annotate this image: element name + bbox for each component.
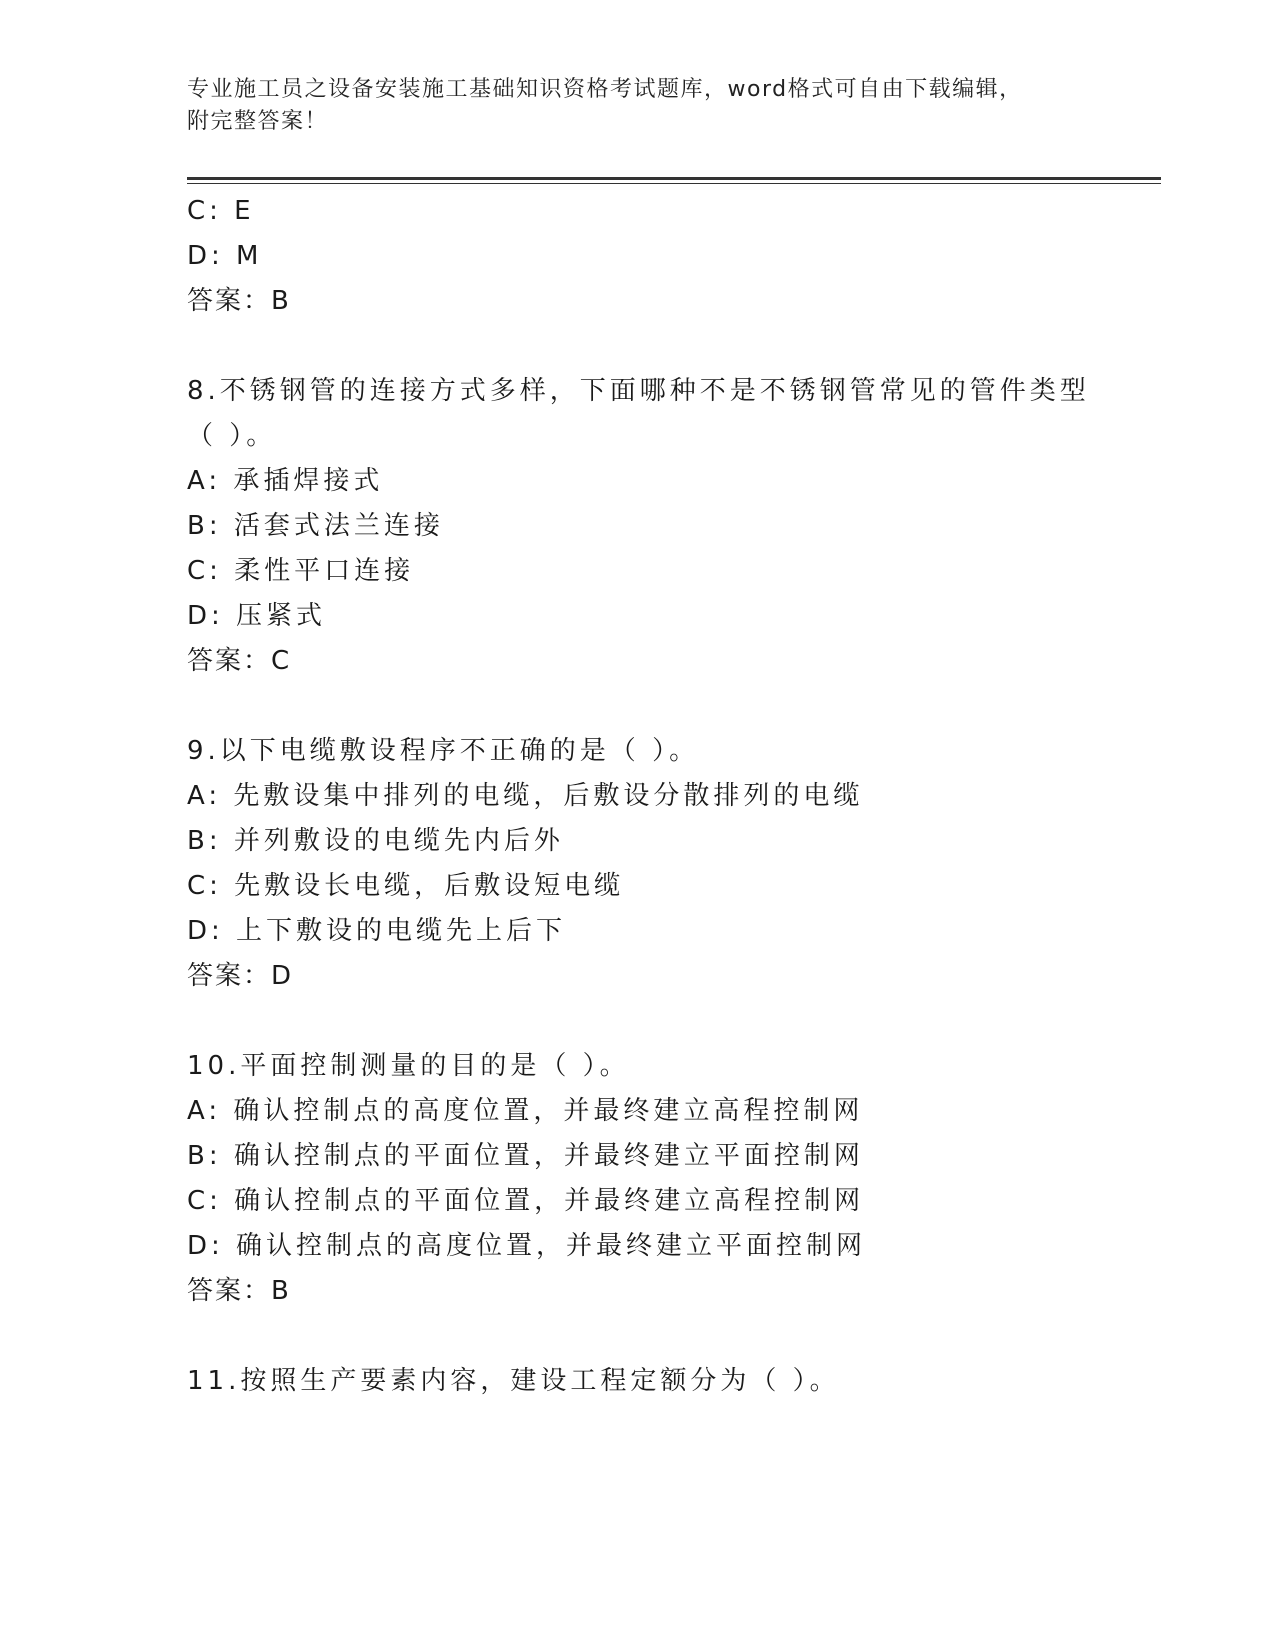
q7-answer: 答案：B: [187, 286, 291, 316]
q10-answer: 答案：B: [187, 1276, 291, 1306]
q8-option-d: D: 压紧式: [187, 601, 327, 631]
q9-option-b: B: 并列敷设的电缆先内后外: [187, 826, 564, 856]
q8-stem-line-1: 8.不锈钢管的连接方式多样，下面哪种不是不锈钢管常见的管件类型: [187, 376, 1090, 406]
q9-option-a: A: 先敷设集中排列的电缆，后敷设分散排列的电缆: [187, 781, 864, 811]
q10-stem: 10.平面控制测量的目的是（ ）。: [187, 1051, 630, 1081]
header-line-2: 附完整答案！: [187, 109, 329, 134]
q8-option-a: A: 承插焊接式: [187, 466, 384, 496]
q10-option-c: C: 确认控制点的平面位置，并最终建立高程控制网: [187, 1186, 865, 1216]
q9-stem: 9.以下电缆敷设程序不正确的是（ ）。: [187, 736, 700, 766]
q7-option-d: D: M: [187, 241, 263, 271]
q9-option-d: D: 上下敷设的电缆先上后下: [187, 916, 567, 946]
document-header: [187, 74, 1087, 138]
q8-answer: 答案：C: [187, 646, 292, 676]
q10-option-d: D: 确认控制点的高度位置，并最终建立平面控制网: [187, 1231, 867, 1261]
q10-option-b: B: 确认控制点的平面位置，并最终建立平面控制网: [187, 1141, 864, 1171]
q8-option-c: C: 柔性平口连接: [187, 556, 415, 586]
q11-stem: 11.按照生产要素内容，建设工程定额分为（ ）。: [187, 1366, 840, 1396]
header-rule-thick: [187, 177, 1161, 180]
q9-answer: 答案：D: [187, 961, 294, 991]
q10-option-a: A: 确认控制点的高度位置，并最终建立高程控制网: [187, 1096, 864, 1126]
q8-stem-line-2: （ ）。: [187, 421, 277, 451]
q8-option-b: B: 活套式法兰连接: [187, 511, 444, 541]
header-line-1: 专业施工员之设备安装施工基础知识资格考试题库，word格式可自由下载编辑，: [187, 77, 1023, 102]
q9-option-c: C: 先敷设长电缆，后敷设短电缆: [187, 871, 625, 901]
q7-option-c: C: E: [187, 196, 255, 226]
header-rule-thin: [187, 183, 1161, 184]
